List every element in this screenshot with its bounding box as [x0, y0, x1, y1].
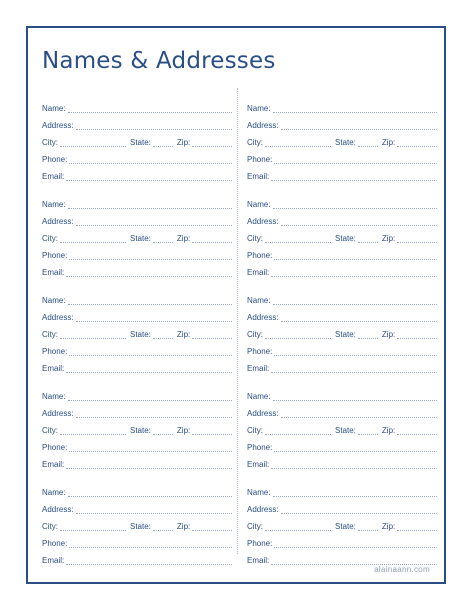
address-field[interactable]	[76, 120, 232, 130]
state-label: State:	[130, 330, 151, 339]
phone-field[interactable]	[274, 154, 437, 164]
city-label: City:	[42, 234, 58, 243]
phone-field[interactable]	[274, 538, 437, 548]
city-state-zip-row	[247, 514, 437, 531]
address-field[interactable]	[76, 216, 232, 226]
email-label: Email:	[247, 364, 270, 373]
phone-row	[42, 243, 232, 260]
zip-label: Zip:	[381, 138, 396, 147]
name-label: Name:	[42, 104, 66, 113]
email-label: Email:	[42, 268, 65, 277]
state-label: State:	[130, 234, 151, 243]
phone-label: Phone:	[247, 251, 273, 260]
zip-label: Zip:	[176, 426, 191, 435]
name-field[interactable]	[68, 391, 232, 401]
address-label: Address:	[42, 313, 74, 322]
phone-row	[247, 339, 437, 356]
address-field[interactable]	[281, 216, 437, 226]
address-entry	[247, 96, 437, 192]
city-label: City:	[247, 138, 263, 147]
name-label: Name:	[42, 392, 66, 401]
name-field[interactable]	[68, 487, 232, 497]
email-field[interactable]	[66, 363, 232, 373]
phone-field[interactable]	[69, 442, 232, 452]
phone-row	[247, 531, 437, 548]
address-field[interactable]	[281, 504, 437, 514]
name-field[interactable]	[273, 487, 437, 497]
page-title: Names & Addresses	[42, 48, 276, 74]
name-field[interactable]	[273, 391, 437, 401]
email-label: Email:	[42, 460, 65, 469]
email-label: Email:	[247, 460, 270, 469]
state-label: State:	[130, 138, 151, 147]
state-field[interactable]	[358, 233, 378, 243]
email-label: Email:	[42, 364, 65, 373]
name-field[interactable]	[68, 199, 232, 209]
address-entry	[247, 288, 437, 384]
email-label: Email:	[42, 172, 65, 181]
address-entry	[42, 96, 232, 192]
address-field[interactable]	[281, 408, 437, 418]
address-field[interactable]	[281, 120, 437, 130]
address-entry	[42, 384, 232, 480]
name-row	[247, 480, 437, 497]
address-label: Address:	[247, 217, 279, 226]
name-field[interactable]	[68, 103, 232, 113]
city-label: City:	[42, 522, 58, 531]
email-row	[42, 260, 232, 277]
name-row	[42, 96, 232, 113]
zip-field[interactable]	[192, 329, 232, 339]
email-row	[247, 356, 437, 373]
city-field[interactable]	[265, 425, 331, 435]
email-row	[42, 164, 232, 181]
address-row	[247, 113, 437, 130]
state-label: State:	[130, 426, 151, 435]
name-label: Name:	[42, 488, 66, 497]
footer-website: alainaann.com	[374, 565, 430, 574]
address-field[interactable]	[76, 408, 232, 418]
phone-label: Phone:	[247, 539, 273, 548]
address-entry	[42, 480, 232, 576]
phone-field[interactable]	[69, 538, 232, 548]
address-row	[42, 305, 232, 322]
email-field[interactable]	[66, 459, 232, 469]
address-entry	[42, 192, 232, 288]
state-label: State:	[335, 138, 356, 147]
zip-label: Zip:	[381, 330, 396, 339]
state-field[interactable]	[153, 521, 173, 531]
name-label: Name:	[247, 488, 271, 497]
state-field[interactable]	[358, 329, 378, 339]
address-entry	[247, 384, 437, 480]
state-field[interactable]	[153, 233, 173, 243]
zip-label: Zip:	[176, 522, 191, 531]
email-field[interactable]	[66, 171, 232, 181]
city-state-zip-row	[247, 226, 437, 243]
city-state-zip-row	[42, 226, 232, 243]
city-field[interactable]	[265, 137, 331, 147]
city-field[interactable]	[265, 233, 331, 243]
phone-label: Phone:	[42, 155, 68, 164]
phone-label: Phone:	[42, 443, 68, 452]
state-label: State:	[335, 426, 356, 435]
city-state-zip-row	[42, 130, 232, 147]
address-row	[42, 401, 232, 418]
name-row	[247, 288, 437, 305]
name-row	[42, 480, 232, 497]
phone-field[interactable]	[274, 346, 437, 356]
city-field[interactable]	[60, 137, 126, 147]
zip-field[interactable]	[192, 521, 232, 531]
state-label: State:	[335, 330, 356, 339]
zip-field[interactable]	[397, 425, 437, 435]
email-row	[42, 548, 232, 565]
phone-label: Phone:	[42, 251, 68, 260]
state-label: State:	[130, 522, 151, 531]
name-label: Name:	[42, 296, 66, 305]
email-label: Email:	[247, 172, 270, 181]
city-field[interactable]	[60, 329, 126, 339]
address-label: Address:	[247, 409, 279, 418]
phone-row	[247, 435, 437, 452]
address-entry	[247, 480, 437, 576]
email-field[interactable]	[271, 267, 437, 277]
phone-row	[42, 435, 232, 452]
name-row	[247, 384, 437, 401]
city-label: City:	[42, 426, 58, 435]
address-label: Address:	[42, 217, 74, 226]
name-row	[247, 96, 437, 113]
city-label: City:	[247, 426, 263, 435]
address-label: Address:	[247, 313, 279, 322]
phone-field[interactable]	[274, 442, 437, 452]
state-field[interactable]	[153, 137, 173, 147]
phone-label: Phone:	[247, 347, 273, 356]
address-row	[247, 305, 437, 322]
city-state-zip-row	[247, 322, 437, 339]
name-label: Name:	[247, 392, 271, 401]
state-label: State:	[335, 522, 356, 531]
phone-label: Phone:	[247, 155, 273, 164]
zip-field[interactable]	[397, 233, 437, 243]
phone-label: Phone:	[247, 443, 273, 452]
page-frame	[26, 26, 446, 584]
city-field[interactable]	[265, 329, 331, 339]
zip-label: Zip:	[381, 522, 396, 531]
name-row	[42, 192, 232, 209]
city-label: City:	[247, 234, 263, 243]
phone-row	[247, 243, 437, 260]
name-row	[42, 288, 232, 305]
phone-label: Phone:	[42, 347, 68, 356]
name-field[interactable]	[273, 199, 437, 209]
address-label: Address:	[42, 409, 74, 418]
zip-label: Zip:	[176, 234, 191, 243]
phone-field[interactable]	[69, 346, 232, 356]
zip-field[interactable]	[397, 521, 437, 531]
phone-field[interactable]	[274, 250, 437, 260]
name-label: Name:	[42, 200, 66, 209]
name-field[interactable]	[273, 103, 437, 113]
name-label: Name:	[247, 104, 271, 113]
email-row	[247, 452, 437, 469]
city-field[interactable]	[60, 233, 126, 243]
city-state-zip-row	[247, 418, 437, 435]
address-row	[247, 209, 437, 226]
address-row	[42, 113, 232, 130]
email-label: Email:	[247, 556, 270, 565]
zip-label: Zip:	[381, 426, 396, 435]
phone-row	[42, 339, 232, 356]
state-field[interactable]	[153, 329, 173, 339]
right-column	[247, 96, 437, 576]
email-field[interactable]	[271, 171, 437, 181]
email-label: Email:	[247, 268, 270, 277]
email-field[interactable]	[271, 555, 437, 565]
zip-field[interactable]	[192, 137, 232, 147]
address-field[interactable]	[76, 312, 232, 322]
phone-field[interactable]	[69, 250, 232, 260]
city-state-zip-row	[42, 514, 232, 531]
name-row	[42, 384, 232, 401]
city-label: City:	[247, 330, 263, 339]
address-row	[42, 497, 232, 514]
zip-field[interactable]	[397, 329, 437, 339]
zip-field[interactable]	[192, 233, 232, 243]
city-state-zip-row	[247, 130, 437, 147]
address-entry	[247, 192, 437, 288]
left-column	[42, 96, 232, 576]
email-row	[42, 452, 232, 469]
name-label: Name:	[247, 200, 271, 209]
name-field[interactable]	[68, 295, 232, 305]
email-field[interactable]	[66, 555, 232, 565]
zip-field[interactable]	[397, 137, 437, 147]
address-row	[247, 497, 437, 514]
state-field[interactable]	[358, 137, 378, 147]
address-entry	[42, 288, 232, 384]
zip-field[interactable]	[192, 425, 232, 435]
email-label: Email:	[42, 556, 65, 565]
city-label: City:	[42, 330, 58, 339]
name-row	[247, 192, 437, 209]
address-label: Address:	[247, 121, 279, 130]
name-label: Name:	[247, 296, 271, 305]
state-field[interactable]	[358, 425, 378, 435]
phone-row	[247, 147, 437, 164]
address-label: Address:	[42, 505, 74, 514]
phone-row	[42, 147, 232, 164]
address-field[interactable]	[76, 504, 232, 514]
city-state-zip-row	[42, 322, 232, 339]
address-row	[42, 209, 232, 226]
city-field[interactable]	[60, 521, 126, 531]
address-label: Address:	[42, 121, 74, 130]
email-row	[247, 164, 437, 181]
zip-label: Zip:	[176, 330, 191, 339]
state-field[interactable]	[358, 521, 378, 531]
phone-field[interactable]	[69, 154, 232, 164]
city-label: City:	[42, 138, 58, 147]
city-label: City:	[247, 522, 263, 531]
email-field[interactable]	[66, 267, 232, 277]
email-row	[247, 260, 437, 277]
zip-label: Zip:	[381, 234, 396, 243]
email-row	[247, 548, 437, 565]
address-field[interactable]	[281, 312, 437, 322]
address-row	[247, 401, 437, 418]
city-field[interactable]	[60, 425, 126, 435]
name-field[interactable]	[273, 295, 437, 305]
phone-label: Phone:	[42, 539, 68, 548]
email-row	[42, 356, 232, 373]
email-field[interactable]	[271, 459, 437, 469]
state-field[interactable]	[153, 425, 173, 435]
address-label: Address:	[247, 505, 279, 514]
city-field[interactable]	[265, 521, 331, 531]
zip-label: Zip:	[176, 138, 191, 147]
phone-row	[42, 531, 232, 548]
email-field[interactable]	[271, 363, 437, 373]
city-state-zip-row	[42, 418, 232, 435]
column-divider	[237, 88, 238, 554]
state-label: State:	[335, 234, 356, 243]
